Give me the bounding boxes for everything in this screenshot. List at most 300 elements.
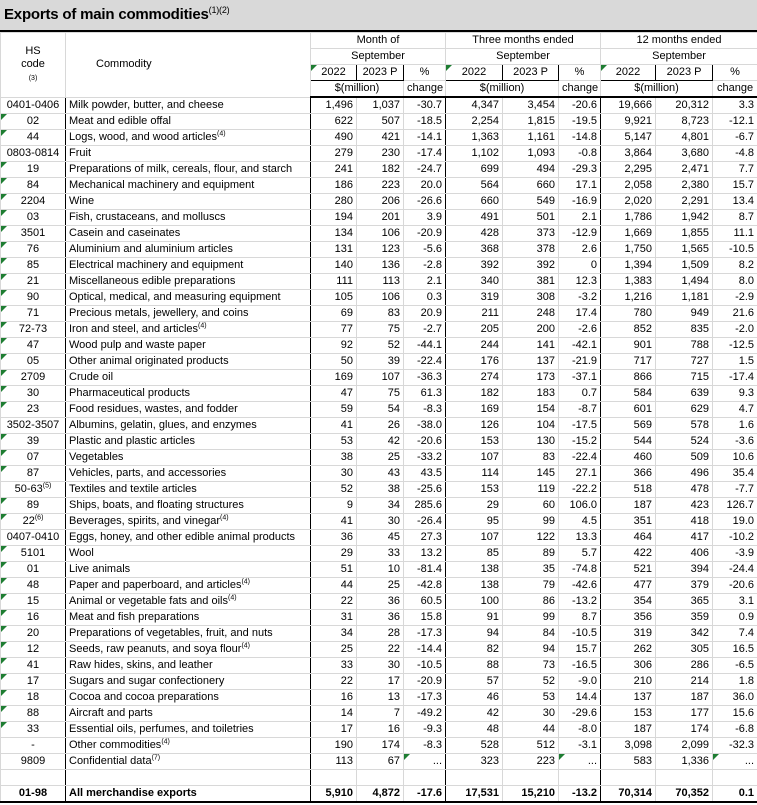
twelve-month-2022-cell: 137 — [601, 690, 656, 706]
hs-code: 20 — [26, 627, 40, 639]
commodity-name: Mechanical machinery and equipment — [69, 179, 255, 191]
three-month-pct-change-cell: -74.8 — [559, 562, 601, 578]
three-month-2023p-cell: 392 — [503, 258, 559, 274]
month-2023p-cell: 4,872 — [357, 786, 404, 803]
month-pct-change-cell: -17.4 — [404, 146, 446, 162]
year-2022-header: 2022 — [601, 65, 656, 81]
three-month-pct-change-cell: -13.2 — [559, 594, 601, 610]
commodity-cell — [66, 97, 311, 114]
commodity-cell — [66, 530, 311, 546]
three-month-pct-change-cell: 2.6 — [559, 242, 601, 258]
three-month-2022-cell: 1,102 — [446, 146, 503, 162]
three-month-pct-change-cell: 12.3 — [559, 274, 601, 290]
empty-cell — [311, 770, 357, 786]
table-row — [1, 306, 757, 322]
three-month-2023p-cell: 378 — [503, 242, 559, 258]
three-month-pct-change-cell: -2.6 — [559, 322, 601, 338]
month-2022-cell: 41 — [311, 418, 357, 434]
month-pct-change-cell: -5.6 — [404, 242, 446, 258]
hs-code-cell — [1, 578, 66, 594]
twelve-month-pct-change-cell: -6.7 — [713, 130, 757, 146]
twelve-month-2023p-cell: 949 — [656, 306, 713, 322]
month-2023p-cell: 174 — [357, 738, 404, 754]
month-2022-cell: 490 — [311, 130, 357, 146]
twelve-month-2023p-cell: 1,509 — [656, 258, 713, 274]
twelve-month-2023p-cell: 174 — [656, 722, 713, 738]
table-row — [1, 97, 757, 114]
month-2022-cell: 22 — [311, 674, 357, 690]
twelve-month-2023p-cell: 2,380 — [656, 178, 713, 194]
three-month-2023p-cell: 141 — [503, 338, 559, 354]
twelve-month-2022-cell: 5,147 — [601, 130, 656, 146]
month-2022-cell: 77 — [311, 322, 357, 338]
month-2023p-cell: 206 — [357, 194, 404, 210]
twelve-month-2022-cell: 3,864 — [601, 146, 656, 162]
three-month-2023p-cell: 104 — [503, 418, 559, 434]
hs-code-cell — [1, 114, 66, 130]
month-pct-change-cell: -42.8 — [404, 578, 446, 594]
three-month-2023p-cell: 73 — [503, 658, 559, 674]
month-2023p-cell: 30 — [357, 658, 404, 674]
twelve-month-2022-cell: 717 — [601, 354, 656, 370]
commodity-name: Confidential data — [69, 755, 152, 767]
twelve-month-2023p-cell: 629 — [656, 402, 713, 418]
hs-code-cell — [1, 306, 66, 322]
hs-code-cell — [1, 706, 66, 722]
three-month-pct-change-cell: 5.7 — [559, 546, 601, 562]
three-month-2022-cell: 29 — [446, 498, 503, 514]
hs-code-cell — [1, 674, 66, 690]
twelve-month-2023p-cell: 423 — [656, 498, 713, 514]
empty-cell — [656, 770, 713, 786]
twelve-month-2022-cell: 1,383 — [601, 274, 656, 290]
twelve-month-2022-cell: 422 — [601, 546, 656, 562]
month-pct-change-cell: -18.5 — [404, 114, 446, 130]
three-month-2023p-cell: 1,093 — [503, 146, 559, 162]
twelve-month-pct-change-cell: 11.1 — [713, 226, 757, 242]
three-month-2022-cell: 153 — [446, 434, 503, 450]
month-2023p-cell: 54 — [357, 402, 404, 418]
twelve-month-2023p-cell: 509 — [656, 450, 713, 466]
three-month-pct-change-cell: -16.9 — [559, 194, 601, 210]
month-2022-cell: 34 — [311, 626, 357, 642]
three-month-2022-cell: 169 — [446, 402, 503, 418]
month-pct-change-cell: -10.5 — [404, 658, 446, 674]
month-2023p-cell: 45 — [357, 530, 404, 546]
month-2023p-cell: 36 — [357, 594, 404, 610]
three-month-2022-cell: 699 — [446, 162, 503, 178]
commodity-name: Electrical machinery and equipment — [69, 259, 244, 271]
commodity-cell — [66, 146, 311, 162]
month-2023p-cell: 33 — [357, 546, 404, 562]
month-pct-change-cell: -17.6 — [404, 786, 446, 803]
footnote-ref: (4) — [220, 514, 229, 522]
three-month-pct-change-cell: 27.1 — [559, 466, 601, 482]
commodity-name: Other commodities — [69, 739, 162, 751]
twelve-month-2023p-cell: 214 — [656, 674, 713, 690]
twelve-month-2022-cell: 187 — [601, 498, 656, 514]
three-month-pct-change-cell: -8.0 — [559, 722, 601, 738]
twelve-month-pct-change-cell: 19.0 — [713, 514, 757, 530]
month-pct-change-cell: 20.0 — [404, 178, 446, 194]
month-2022-cell: 5,910 — [311, 786, 357, 803]
commodity-cell — [66, 434, 311, 450]
table-row — [1, 754, 757, 770]
hs-code-cell — [1, 386, 66, 402]
footnote-ref: (4) — [241, 578, 251, 586]
table-body — [1, 97, 757, 802]
three-month-2022-cell: 138 — [446, 562, 503, 578]
percent-header: % — [559, 65, 601, 81]
twelve-month-2023p-cell: 496 — [656, 466, 713, 482]
commodity-name: Fish, crustaceans, and molluscs — [69, 211, 226, 223]
month-pct-change-cell: 13.2 — [404, 546, 446, 562]
table-row — [1, 610, 757, 626]
twelve-month-pct-change-cell: 3.1 — [713, 594, 757, 610]
commodity-name: Iron and steel, and articles — [69, 323, 199, 335]
commodity-cell — [66, 642, 311, 658]
hs-code-cell — [1, 754, 66, 770]
three-month-pct-change-cell: 106.0 — [559, 498, 601, 514]
three-month-pct-change-cell: -9.0 — [559, 674, 601, 690]
commodity-name: Wine — [69, 195, 95, 207]
year-2022-header: 2022 — [311, 65, 357, 81]
twelve-month-2023p-cell: 524 — [656, 434, 713, 450]
twelve-month-2022-cell: 356 — [601, 610, 656, 626]
commodity-name: Live animals — [69, 563, 131, 575]
table-row — [1, 194, 757, 210]
three-month-pct-change-cell: -0.8 — [559, 146, 601, 162]
month-2022-cell: 44 — [311, 578, 357, 594]
hs-code-cell — [1, 418, 66, 434]
table-row — [1, 354, 757, 370]
three-month-pct-change-cell: 17.1 — [559, 178, 601, 194]
month-2023p-cell: 230 — [357, 146, 404, 162]
month-pct-change-cell: -8.3 — [404, 402, 446, 418]
three-month-2023p-cell: 549 — [503, 194, 559, 210]
three-month-2022-cell: 107 — [446, 530, 503, 546]
twelve-month-2022-cell: 601 — [601, 402, 656, 418]
three-month-2023p-cell: 173 — [503, 370, 559, 386]
month-pct-change-cell: -38.0 — [404, 418, 446, 434]
twelve-month-pct-change-cell: -24.4 — [713, 562, 757, 578]
month-pct-change-cell: -81.4 — [404, 562, 446, 578]
hs-code: 02 — [26, 115, 40, 127]
table-row — [1, 482, 757, 498]
hs-code: 85 — [26, 259, 40, 271]
month-pct-change-cell: -25.6 — [404, 482, 446, 498]
commodity-name: Raw hides, skins, and leather — [69, 659, 213, 671]
month-pct-change-cell: -14.4 — [404, 642, 446, 658]
month-2022-cell: 622 — [311, 114, 357, 130]
three-month-2023p-cell: 1,161 — [503, 130, 559, 146]
three-month-2023p-cell: 373 — [503, 226, 559, 242]
three-month-pct-change-cell: 13.3 — [559, 530, 601, 546]
hs-code: 33 — [26, 723, 40, 735]
twelve-month-2023p-cell: 70,352 — [656, 786, 713, 803]
twelve-month-2023p-cell: 715 — [656, 370, 713, 386]
month-pct-change-cell: -9.3 — [404, 722, 446, 738]
footnote-ref: (7) — [151, 754, 161, 762]
twelve-month-2022-cell: 306 — [601, 658, 656, 674]
hs-code-cell — [1, 466, 66, 482]
twelve-month-pct-change-cell: -2.9 — [713, 290, 757, 306]
unit-header: $(million) — [311, 81, 404, 98]
twelve-month-2023p-cell: 4,801 — [656, 130, 713, 146]
month-2023p-cell: 16 — [357, 722, 404, 738]
commodity-cell — [66, 690, 311, 706]
month-2022-cell: 53 — [311, 434, 357, 450]
three-month-2022-cell: 107 — [446, 450, 503, 466]
table-row — [1, 242, 757, 258]
twelve-month-2023p-cell: 365 — [656, 594, 713, 610]
three-month-pct-change-cell: -19.5 — [559, 114, 601, 130]
commodity-name: Vegetables — [69, 451, 124, 463]
hs-code-cell — [1, 194, 66, 210]
three-month-pct-change-cell: -3.1 — [559, 738, 601, 754]
three-month-2022-cell: 244 — [446, 338, 503, 354]
month-pct-change-cell: -20.9 — [404, 226, 446, 242]
table-row — [1, 450, 757, 466]
table-row — [1, 706, 757, 722]
hs-code-cell — [1, 498, 66, 514]
three-month-pct-change-cell: 2.1 — [559, 210, 601, 226]
three-month-2022-cell: 428 — [446, 226, 503, 242]
month-pct-change-cell: -14.1 — [404, 130, 446, 146]
three-month-2023p-cell: 154 — [503, 402, 559, 418]
month-2022-cell: 25 — [311, 642, 357, 658]
hs-code-cell — [1, 146, 66, 162]
hs-code-cell — [1, 338, 66, 354]
three-month-2023p-cell: 94 — [503, 642, 559, 658]
hs-code-cell — [1, 658, 66, 674]
three-month-2022-cell: 368 — [446, 242, 503, 258]
month-2022-cell: 29 — [311, 546, 357, 562]
commodity-cell — [66, 738, 311, 754]
month-2023p-cell: 52 — [357, 338, 404, 354]
month-2022-cell: 131 — [311, 242, 357, 258]
month-2022-cell: 113 — [311, 754, 357, 770]
three-month-pct-change-cell: -12.9 — [559, 226, 601, 242]
month-2023p-cell: 113 — [357, 274, 404, 290]
month-2023p-cell: 30 — [357, 514, 404, 530]
twelve-month-pct-change-cell: -20.6 — [713, 578, 757, 594]
twelve-month-pct-change-cell: -12.1 — [713, 114, 757, 130]
commodity-cell — [66, 546, 311, 562]
hs-code-header: HS code (3) — [1, 33, 66, 98]
twelve-month-2022-cell: 153 — [601, 706, 656, 722]
page-title — [4, 6, 229, 23]
table-row — [1, 178, 757, 194]
change-header: change — [559, 81, 601, 98]
month-pct-change-cell: -30.7 — [404, 97, 446, 114]
commodity-cell — [66, 402, 311, 418]
month-pct-change-cell: -2.7 — [404, 322, 446, 338]
table-header — [1, 33, 757, 98]
three-month-2023p-cell: 137 — [503, 354, 559, 370]
month-2022-cell: 241 — [311, 162, 357, 178]
table-row — [1, 722, 757, 738]
commodity-name: Eggs, honey, and other edible animal products — [69, 531, 296, 543]
twelve-month-pct-change-cell: -32.3 — [713, 738, 757, 754]
twelve-month-2022-cell: 518 — [601, 482, 656, 498]
three-month-pct-change-cell: 15.7 — [559, 642, 601, 658]
month-pct-change-cell: 60.5 — [404, 594, 446, 610]
three-month-pct-change-cell: 0.7 — [559, 386, 601, 402]
twelve-month-2022-cell: 460 — [601, 450, 656, 466]
hs-code-cell — [1, 450, 66, 466]
commodity-cell — [66, 194, 311, 210]
month-pct-change-cell: 20.9 — [404, 306, 446, 322]
table-row — [1, 258, 757, 274]
hs-code: 84 — [26, 179, 40, 191]
commodity-cell — [66, 514, 311, 530]
commodity-cell — [66, 466, 311, 482]
three-month-pct-change-cell: -14.8 — [559, 130, 601, 146]
twelve-month-2022-cell: 1,750 — [601, 242, 656, 258]
month-2022-cell: 140 — [311, 258, 357, 274]
three-month-2022-cell: 85 — [446, 546, 503, 562]
three-month-2023p-cell: 145 — [503, 466, 559, 482]
hs-code: 21 — [26, 275, 40, 287]
month-pct-change-cell: -26.4 — [404, 514, 446, 530]
hs-code-cell — [1, 610, 66, 626]
group-12-months-line1: 12 months ended — [601, 33, 757, 49]
month-2023p-cell: 34 — [357, 498, 404, 514]
month-2022-cell: 9 — [311, 498, 357, 514]
change-header: change — [713, 81, 757, 98]
commodity-name: Food residues, wastes, and fodder — [69, 403, 238, 415]
hs-code: 89 — [26, 499, 40, 511]
twelve-month-pct-change-cell: -3.6 — [713, 434, 757, 450]
hs-code-cell — [1, 434, 66, 450]
three-month-2022-cell: 528 — [446, 738, 503, 754]
commodity-name: Fruit — [69, 147, 91, 159]
three-month-2022-cell: 491 — [446, 210, 503, 226]
three-month-pct-change-cell: -15.2 — [559, 434, 601, 450]
twelve-month-2022-cell: 319 — [601, 626, 656, 642]
three-month-2023p-cell: 35 — [503, 562, 559, 578]
month-2022-cell: 190 — [311, 738, 357, 754]
table-row — [1, 338, 757, 354]
table-row — [1, 546, 757, 562]
month-2023p-cell: 507 — [357, 114, 404, 130]
month-pct-change-cell: -17.3 — [404, 626, 446, 642]
twelve-month-2023p-cell: 1,494 — [656, 274, 713, 290]
commodity-name: Crude oil — [69, 371, 114, 383]
month-2022-cell: 194 — [311, 210, 357, 226]
month-2023p-cell: 26 — [357, 418, 404, 434]
empty-cell — [713, 770, 757, 786]
twelve-month-pct-change-cell: -6.8 — [713, 722, 757, 738]
twelve-month-2023p-cell: 394 — [656, 562, 713, 578]
month-2023p-cell: 43 — [357, 466, 404, 482]
twelve-month-2023p-cell: 2,099 — [656, 738, 713, 754]
table-row — [1, 690, 757, 706]
commodity-cell — [66, 706, 311, 722]
three-month-2022-cell: 274 — [446, 370, 503, 386]
table-row — [1, 290, 757, 306]
three-month-2022-cell: 182 — [446, 386, 503, 402]
hs-code: 39 — [26, 435, 40, 447]
month-2023p-cell: 136 — [357, 258, 404, 274]
hs-code-cell — [1, 722, 66, 738]
three-month-2022-cell: 48 — [446, 722, 503, 738]
hs-code: 19 — [26, 163, 40, 175]
year-2023p-header: 2023 P — [503, 65, 559, 81]
three-month-pct-change-cell: -16.5 — [559, 658, 601, 674]
three-month-pct-change-cell: -29.6 — [559, 706, 601, 722]
hs-code-cell — [1, 97, 66, 114]
table-row — [1, 434, 757, 450]
title-note: (1)(2) — [208, 5, 230, 15]
title-text: Exports of main commodities — [4, 6, 209, 23]
twelve-month-pct-change-cell: 8.0 — [713, 274, 757, 290]
three-month-2022-cell: 114 — [446, 466, 503, 482]
three-month-2022-cell: 91 — [446, 610, 503, 626]
twelve-month-pct-change-cell: 10.6 — [713, 450, 757, 466]
hs-code: 0401-0406 — [6, 98, 60, 111]
month-pct-change-cell: ... — [404, 754, 446, 770]
twelve-month-2023p-cell: 187 — [656, 690, 713, 706]
commodity-cell — [66, 610, 311, 626]
twelve-month-pct-change-cell: -3.9 — [713, 546, 757, 562]
three-month-2023p-cell: 99 — [503, 514, 559, 530]
unit-header: $(million) — [446, 81, 559, 98]
twelve-month-pct-change-cell: 13.4 — [713, 194, 757, 210]
commodity-cell — [66, 258, 311, 274]
table-row — [1, 370, 757, 386]
twelve-month-2022-cell: 3,098 — [601, 738, 656, 754]
commodity-name: Logs, wood, and wood articles — [69, 131, 217, 143]
three-month-2023p-cell: 15,210 — [503, 786, 559, 803]
hs-code: 41 — [26, 659, 40, 671]
commodity-cell — [66, 274, 311, 290]
empty-cell — [66, 770, 311, 786]
hs-code: 76 — [26, 243, 40, 255]
three-month-2022-cell: 4,347 — [446, 97, 503, 114]
commodity-cell — [66, 626, 311, 642]
twelve-month-2023p-cell: 788 — [656, 338, 713, 354]
twelve-month-2022-cell: 521 — [601, 562, 656, 578]
hs-code-cell — [1, 226, 66, 242]
month-2022-cell: 16 — [311, 690, 357, 706]
three-month-2022-cell: 100 — [446, 594, 503, 610]
three-month-2023p-cell: 223 — [503, 754, 559, 770]
commodity-name: Casein and caseinates — [69, 227, 181, 239]
twelve-month-pct-change-cell: -10.5 — [713, 242, 757, 258]
commodity-name: Sugars and sugar confectionery — [69, 675, 225, 687]
three-month-2022-cell: 205 — [446, 322, 503, 338]
twelve-month-2023p-cell: 1,565 — [656, 242, 713, 258]
group-three-months-line2: September — [446, 49, 601, 65]
table-row — [1, 498, 757, 514]
three-month-2023p-cell: 122 — [503, 530, 559, 546]
twelve-month-2022-cell: 780 — [601, 306, 656, 322]
table-row — [1, 226, 757, 242]
table-row — [1, 274, 757, 290]
month-2023p-cell: 83 — [357, 306, 404, 322]
table-row — [1, 642, 757, 658]
table-row — [1, 322, 757, 338]
three-month-2023p-cell: 248 — [503, 306, 559, 322]
twelve-month-2023p-cell: 2,471 — [656, 162, 713, 178]
twelve-month-2023p-cell: 342 — [656, 626, 713, 642]
hs-code: 2709 — [20, 371, 46, 383]
three-month-pct-change-cell: -42.1 — [559, 338, 601, 354]
three-month-pct-change-cell: -8.7 — [559, 402, 601, 418]
twelve-month-pct-change-cell: -17.4 — [713, 370, 757, 386]
